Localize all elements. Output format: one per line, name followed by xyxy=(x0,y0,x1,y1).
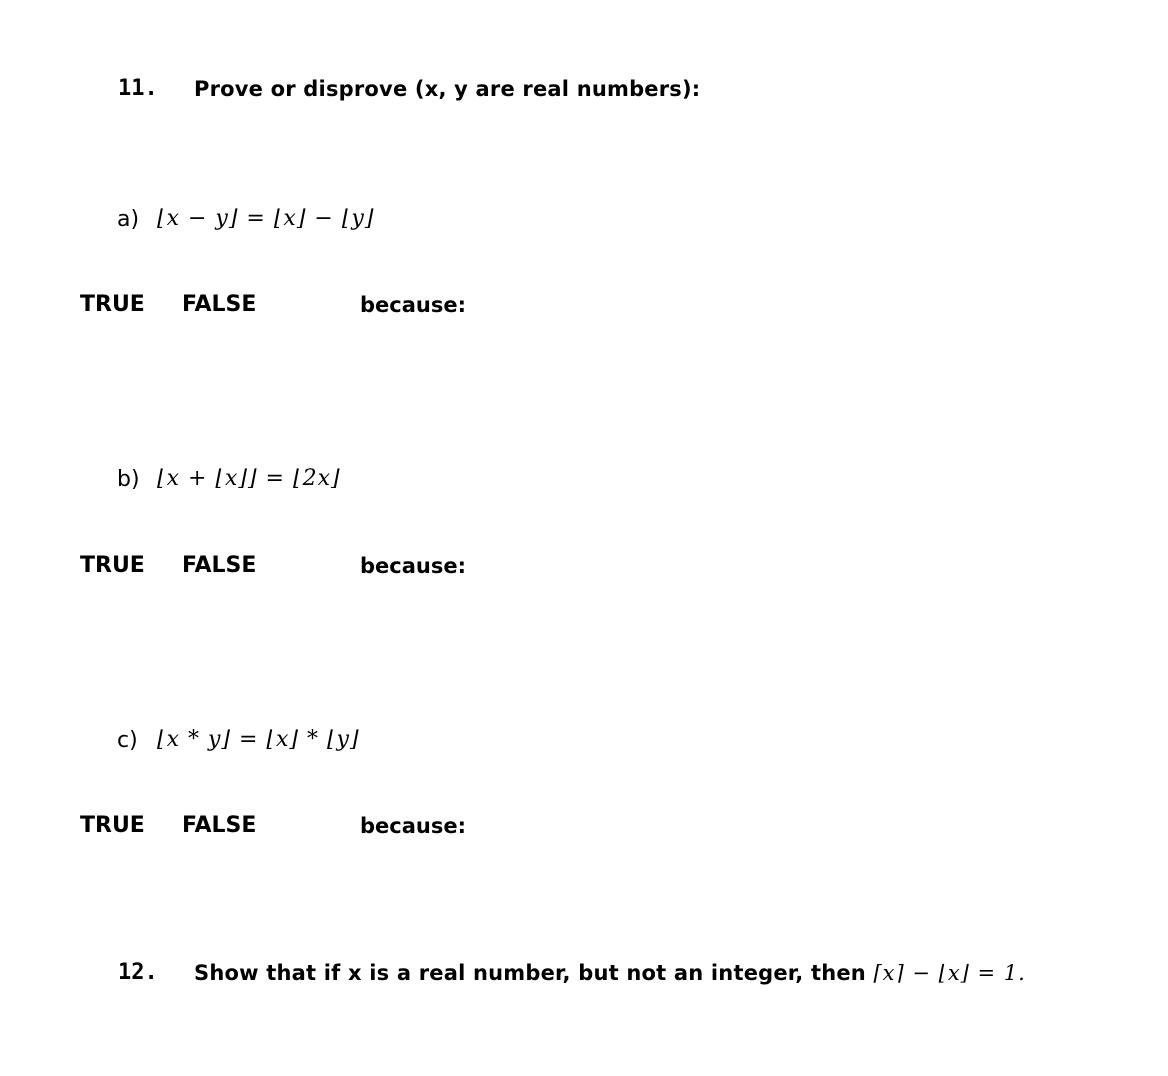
part-a-true-option[interactable]: TRUE xyxy=(80,292,145,317)
part-c-false-option[interactable]: FALSE xyxy=(182,813,257,838)
part-c-label: c) xyxy=(117,728,138,753)
part-b-false-option[interactable]: FALSE xyxy=(182,553,257,578)
part-a-false-option[interactable]: FALSE xyxy=(182,292,257,317)
part-b-label: b) xyxy=(117,467,140,492)
question-11-number: 11. xyxy=(118,76,158,101)
part-c-expression: ⌊x * y⌋ = ⌊x⌋ * ⌊y⌋ xyxy=(157,727,360,752)
part-b-true-option[interactable]: TRUE xyxy=(80,553,145,578)
question-11-prompt: Prove or disprove (x, y are real numbers): xyxy=(194,77,701,101)
question-12-expression: ⌈x⌉ − ⌊x⌋ = 1. xyxy=(873,961,1026,985)
part-b-expression: ⌊x + ⌊x⌋⌋ = ⌊2x⌋ xyxy=(157,466,341,491)
part-b-because-label: because: xyxy=(360,554,466,578)
part-a-label: a) xyxy=(117,207,140,232)
part-a-expression: ⌊x − y⌋ = ⌊x⌋ − ⌊y⌋ xyxy=(157,206,375,231)
question-12-prompt: Show that if x is a real number, but not an integer, then xyxy=(194,961,866,985)
question-12-number: 12. xyxy=(118,960,158,985)
part-c-true-option[interactable]: TRUE xyxy=(80,813,145,838)
question-12-line xyxy=(194,961,1026,985)
part-a-because-label: because: xyxy=(360,293,466,317)
part-c-because-label: because: xyxy=(360,814,466,838)
